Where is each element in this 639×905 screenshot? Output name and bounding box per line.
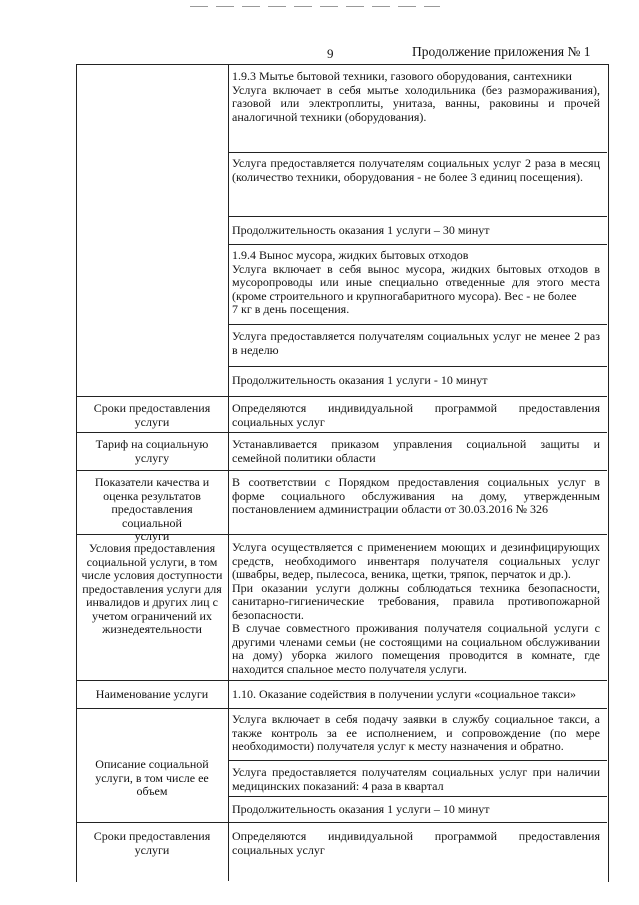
quality-label — [80, 476, 224, 544]
text-line: В соответствии с Порядком предоставления социальных услуг в — [232, 475, 600, 489]
text-line: социальных услуг — [232, 414, 325, 429]
text-line: семейной политики области — [232, 450, 376, 465]
text-line: другими членами семьи (не состоящими на социальном обслуживании — [232, 634, 600, 649]
label-line: Показатели качества и — [94, 475, 210, 489]
text-line: Определяются индивидуальной программой предоставления — [232, 829, 600, 843]
tariff-label — [80, 438, 224, 465]
label-line: оценка результатов — [103, 488, 201, 503]
text-line: постановлением администрации области от 30.03.2016 № 326 — [232, 502, 549, 516]
service-name-label: Наименование услуги — [95, 687, 209, 701]
text-line: средств, необходимого инвентаря получателя социальных услуг — [232, 553, 600, 568]
text-line: (швабры, ведер, пылесоса, веника, щетки, тряпок, перчаток и др.). — [232, 567, 571, 581]
service-name-value — [232, 688, 600, 702]
terms-label — [80, 402, 224, 429]
text-line: Продолжительность оказания 1 услуги - 10 минут — [232, 373, 488, 387]
text-line: Услуга предоставляется получателям социальных услуг 2 раза в месяц — [232, 156, 600, 170]
text-line: аналогичной техники (оборудования). — [232, 109, 427, 124]
text-line: газовой или электроплиты, унитаза, ванны, раковины и прочей — [232, 96, 600, 110]
garbage-duration-cell — [232, 374, 600, 388]
garbage-frequency-cell — [232, 330, 600, 357]
washing-service-cell — [232, 70, 600, 124]
terms-label — [80, 830, 224, 857]
row-divider — [229, 760, 607, 761]
scan-artifact — [190, 6, 440, 7]
description-duration-cell — [232, 803, 600, 817]
text-line: Услуга предоставляется получателям социальных услуг при наличии — [232, 765, 600, 779]
terms-value — [232, 402, 600, 429]
text-line: санитарно-гигиенические требования, правила противопожарной — [232, 594, 600, 608]
text-line: мусоропроводы или иные специально отведенные для этого места — [232, 275, 600, 289]
text-line: 1.10. Оказание содействия в получении услуги «социальное такси» — [232, 687, 577, 701]
row-divider — [229, 796, 607, 797]
text-line: Определяются индивидуальной программой предоставления — [232, 401, 600, 415]
text-line: Продолжительность оказания 1 услуги – 10 минут — [232, 802, 490, 816]
label-line: Сроки предоставления — [93, 401, 211, 415]
row-divider — [229, 324, 607, 325]
text-line: социальных услуг — [232, 842, 325, 857]
label-line: предоставления социальной — [111, 502, 193, 530]
label-line: Сроки предоставления — [93, 829, 211, 843]
washing-title: 1.9.3 Мытье бытовой техники, газового оборудования, сантехники — [232, 69, 572, 83]
text-line: (кроме строительного и крупногабаритного мусора). Вес - не более — [232, 288, 577, 303]
row-divider — [229, 152, 607, 153]
label-line: услуги — [134, 842, 170, 857]
text-line: При оказании услуги должны соблюдаться техника безопасности, — [232, 580, 600, 595]
garbage-title: 1.9.4 Вынос мусора, жидких бытовых отходов — [232, 248, 469, 262]
row-divider — [76, 432, 607, 433]
text-line: Услуга осуществляется с применением моющих и дезинфицирующих — [232, 540, 600, 554]
text-line: на дому) уборка жилого помещения проводится в комнате, где — [232, 648, 600, 662]
label-line: жизнедеятельности — [102, 622, 202, 636]
text-line: находится спальное место получателя услуги. — [232, 661, 467, 676]
text-line: также контроль за ее исполнением, и сопровождение (по мере — [232, 725, 600, 740]
text-line: Услуга включает в себя вынос мусора, жидких бытовых отходов в — [232, 261, 600, 276]
text-line: 7 кг в день посещения. — [232, 302, 350, 316]
text-line: Продолжительность оказания 1 услуги – 30 минут — [232, 223, 490, 237]
washing-frequency-cell — [232, 157, 600, 184]
garbage-service-cell — [232, 249, 600, 317]
row-divider — [76, 680, 607, 681]
washing-duration-cell — [232, 224, 600, 238]
label-line: Описание социальной — [95, 757, 209, 771]
row-divider — [229, 366, 607, 367]
terms-value — [232, 830, 600, 857]
label-line: услугу — [134, 450, 170, 465]
description-frequency-cell — [232, 766, 600, 793]
conditions-label — [80, 542, 224, 637]
text-line: безопасности. — [232, 607, 304, 622]
text-line: в неделю — [232, 342, 279, 357]
label-line: Условия предоставления — [88, 541, 216, 555]
label-line: социальной услуги, в том — [86, 554, 218, 569]
label-line: учетом ограничений их — [92, 608, 212, 623]
text-line: (количество техники, оборудования - не более 3 единиц посещения). — [232, 169, 584, 184]
text-line: В случае совместного проживания получателя социальной услуги с — [232, 621, 600, 635]
row-divider — [229, 244, 607, 245]
text-line: форме социального обслуживания на дому, утвержденным — [232, 488, 600, 503]
row-divider — [76, 396, 607, 397]
description-text-cell — [232, 713, 600, 754]
text-line: Услуга включает в себя мытье холодильника (без размораживания), — [232, 82, 600, 97]
appendix-continuation-title: Продолжение приложения № 1 — [412, 44, 591, 59]
description-label — [80, 758, 224, 799]
label-line: услуги — [134, 414, 170, 429]
row-divider — [76, 822, 607, 823]
quality-value — [232, 476, 600, 517]
label-line: предоставления услуги для — [82, 581, 222, 596]
row-divider — [229, 216, 607, 217]
label-line: числе условия доступности — [81, 568, 223, 582]
text-line: Услуга предоставляется получателям социальных услуг не менее 2 раз — [232, 329, 600, 343]
row-divider — [76, 470, 607, 471]
label-line: услуги — [134, 529, 170, 543]
text-line: Услуга включает в себя подачу заявки в службу социальное такси, а — [232, 712, 600, 726]
label-line: услуги, в том числе ее объем — [95, 770, 209, 798]
conditions-value — [232, 541, 600, 676]
label-line: Тариф на социальную — [95, 437, 209, 451]
text-line: необходимости) получателя услуг к месту назначения и обратно. — [232, 739, 564, 753]
tariff-value — [232, 438, 600, 465]
column-divider — [228, 64, 229, 881]
text-line: Устанавливается приказом управления социальной защиты и — [232, 437, 600, 451]
row-divider — [76, 708, 607, 709]
label-line: инвалидов и других лиц с — [86, 595, 218, 609]
text-line: медицинских показаний: 4 раза в квартал — [232, 778, 444, 793]
page-number: 9 — [327, 46, 334, 61]
